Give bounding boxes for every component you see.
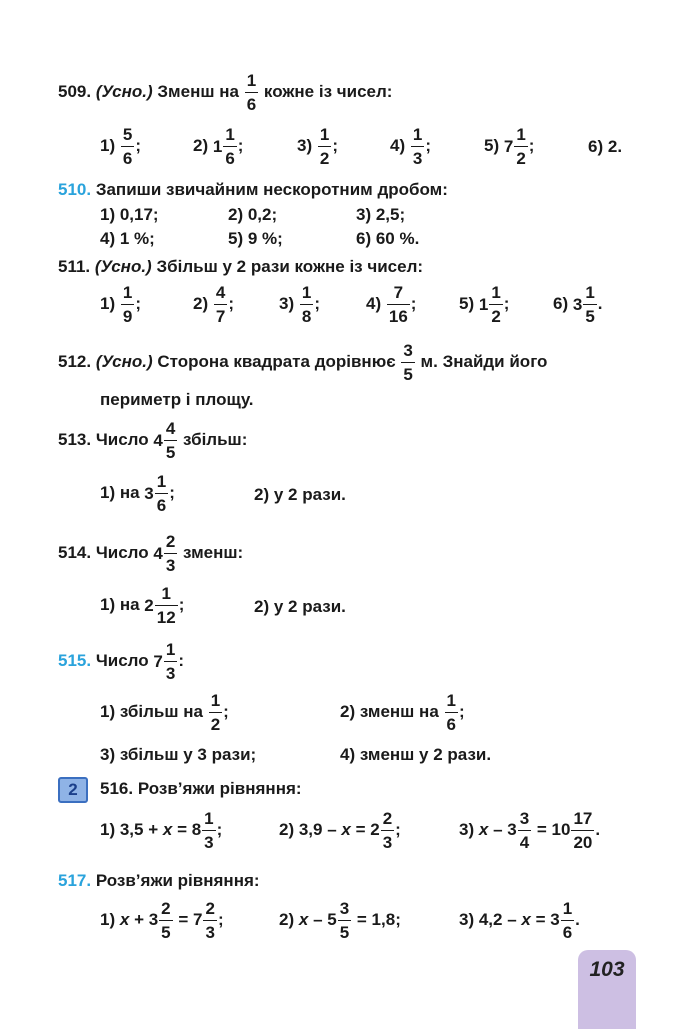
task-text: зменш: [183, 542, 244, 562]
equation-517-2: 2) x – 5 $\frac{3}{5}$ = 1,8; [279, 899, 401, 942]
oral-note: (Усно.) [94, 257, 152, 276]
exercise-number: 511. [58, 257, 91, 276]
item-510-4: 4) 1 %; [100, 229, 155, 248]
item-514-2: 2) у 2 рази. [254, 597, 346, 616]
exercise-number: 516. [100, 779, 134, 798]
item-513-2: 2) у 2 рази. [254, 485, 346, 504]
item-511-6: 6) 3 $\frac{1}{5}$ . [553, 283, 603, 326]
equation-517-3: 3) 4,2 – x = 3 $\frac{1}{6}$ . [459, 899, 580, 942]
item-515-3: 3) збільш у 3 рази; [100, 745, 257, 764]
item-515-4: 4) зменш у 2 рази. [340, 745, 492, 764]
page-number-tab [578, 950, 636, 1029]
exercise-number: 512. [58, 351, 92, 371]
item-510-1: 1) 0,17; [100, 205, 159, 224]
equation-516-2: 2) 3,9 – x = 2 $\frac{2}{3}$ ; [279, 809, 401, 852]
exercise-513-header: 513. Число 4 $\frac{4}{5}$ збільш: [58, 419, 248, 462]
exercise-512-header [58, 342, 547, 383]
exercise-number: 510. [58, 180, 92, 199]
task-text: Число [95, 650, 149, 670]
item-511-5: 5) 1 $\frac{1}{2}$ ; [459, 283, 510, 326]
item-510-2: 2) 0,2; [228, 205, 278, 224]
item-509-5: 5) 7 $\frac{1}{2}$ ; [484, 125, 535, 168]
item-514-1: 1) на 2 $\frac{1}{12}$ ; [100, 584, 185, 627]
exercise-509-header [58, 72, 392, 113]
item-511-1: 1) $\frac{1}{9}$ ; [100, 283, 141, 326]
oral-note: (Усно.) [95, 351, 153, 371]
level-badge: 2 [58, 777, 88, 803]
oral-note: (Усно.) [95, 81, 153, 101]
fraction: $\frac{3}{5}$ [403, 341, 413, 384]
task-text: Число [95, 542, 149, 562]
page-number: 103 [589, 958, 625, 981]
task-text: Збільш у 2 рази кожне із чисел: [156, 257, 424, 276]
item-510-5: 5) 9 %; [228, 229, 283, 248]
task-text-line2: периметр і площу. [100, 390, 254, 409]
exercise-number: 515. [58, 650, 92, 670]
task-text: Розв’яжи рівняння: [95, 871, 260, 890]
item-510-3: 3) 2,5; [356, 205, 406, 224]
exercise-517-header [58, 871, 260, 891]
task-text: Розв’яжи рівняння: [137, 779, 302, 798]
exercise-number: 517. [58, 871, 92, 890]
item-509-2: 2) 1 $\frac{1}{6}$ ; [193, 125, 244, 168]
exercise-510-header [58, 180, 448, 200]
task-text: м. Знайди його [420, 351, 548, 371]
item-509-3: 3) $\frac{1}{2}$ ; [297, 125, 338, 168]
item-511-3: 3) $\frac{1}{8}$ ; [279, 283, 320, 326]
equation-517-1: 1) x + 3 $\frac{2}{5}$ = 7 $\frac{2}{3}$ ; [100, 899, 224, 942]
item-513-1: 1) на 3 $\frac{1}{6}$ ; [100, 472, 175, 515]
exercise-number: 509. [58, 81, 92, 101]
item-511-2: 2) $\frac{4}{7}$ ; [193, 283, 234, 326]
exercise-515-header: 515. Число 7 $\frac{1}{3}$ : [58, 640, 184, 683]
task-text: Число [95, 429, 149, 449]
item-515-2: 2) зменш на $\frac{1}{6}$ ; [340, 691, 465, 734]
exercise-number: 513. [58, 429, 92, 449]
item-515-1: 1) збільш на $\frac{1}{2}$ ; [100, 691, 229, 734]
exercise-number: 514. [58, 542, 92, 562]
item-509-6: 6) 2. [588, 137, 623, 156]
item-509-4: 4) $\frac{1}{3}$ ; [390, 125, 431, 168]
equation-516-3: 3) x – 3 $\frac{3}{4}$ = 10 $\frac{17}{20}$ . [459, 809, 601, 852]
equation-516-1: 1) 3,5 + x = 8 $\frac{1}{3}$ ; [100, 809, 223, 852]
task-text: Зменш на [157, 81, 239, 101]
exercise-511-header [58, 257, 423, 277]
fraction: $\frac{1}{6}$ [246, 71, 257, 114]
item-511-4: 4) $\frac{7}{16}$ ; [366, 283, 417, 326]
task-text: Запиши звичайним нескоротним дробом: [95, 180, 448, 199]
item-510-6: 6) 60 %. [356, 229, 420, 248]
task-text: кожне із чисел: [263, 81, 393, 101]
task-text: Сторона квадрата дорівнює [157, 351, 396, 371]
exercise-514-header: 514. Число 4 $\frac{2}{3}$ зменш: [58, 532, 244, 575]
exercise-516-header [100, 779, 302, 799]
task-text: збільш: [183, 429, 248, 449]
item-509-1: 1) $\frac{5}{6}$ ; [100, 125, 141, 168]
